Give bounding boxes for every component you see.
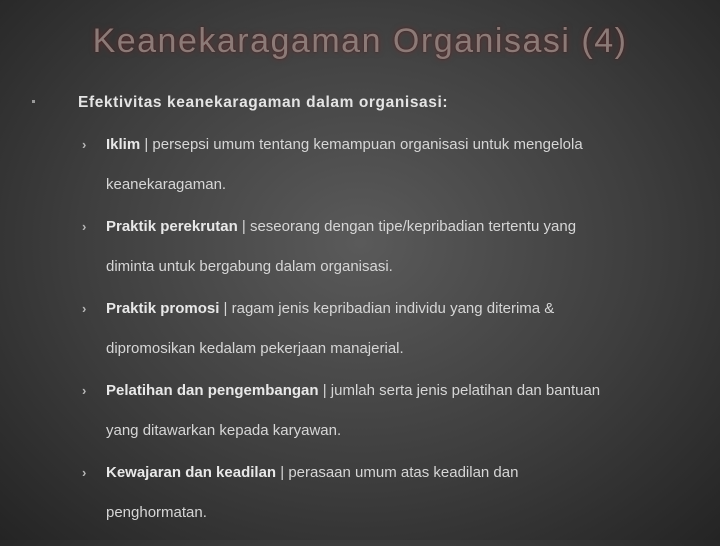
- item-term: Praktik perekrutan: [106, 218, 238, 235]
- chevron-right-icon: ›: [82, 383, 87, 398]
- item-sep: |: [276, 464, 289, 481]
- item-sep: |: [219, 300, 232, 317]
- item-line1: [106, 136, 583, 153]
- item-line2: yang ditawarkan kepada karyawan.: [106, 422, 342, 439]
- item-line2: keanekaragaman.: [106, 176, 227, 193]
- item-line1: [106, 218, 576, 235]
- item-desc: jumlah serta jenis pelatihan dan bantuan: [330, 382, 601, 399]
- item-sep: |: [318, 382, 331, 399]
- chevron-right-icon: ›: [82, 301, 87, 316]
- item-desc: ragam jenis kepribadian individu yang diterima &: [231, 300, 555, 317]
- list-item: [82, 300, 702, 382]
- chevron-right-icon: ›: [82, 465, 87, 480]
- list-item: [82, 464, 702, 546]
- list-item: [82, 136, 702, 218]
- slide-title: Keanekaragaman Organisasi (4): [92, 22, 628, 60]
- chevron-right-icon: ›: [82, 219, 87, 234]
- list-item: [82, 218, 702, 300]
- item-line2: diminta untuk bergabung dalam organisasi.: [106, 258, 393, 275]
- list-item: [82, 382, 702, 464]
- item-desc: seseorang dengan tipe/kepribadian tertentu yang: [249, 218, 577, 235]
- item-desc: perasaan umum atas keadilan dan: [288, 464, 519, 481]
- item-desc: persepsi umum tentang kemampuan organisasi untuk mengelola: [152, 136, 583, 153]
- item-line1: [106, 464, 518, 481]
- item-line1: [106, 382, 600, 399]
- heading-text: Efektivitas keanekaragaman dalam organisasi:: [78, 94, 449, 111]
- square-bullet-icon: [32, 100, 35, 103]
- item-sep: |: [140, 136, 153, 153]
- item-line2: dipromosikan kedalam pekerjaan manajerial.: [106, 340, 404, 357]
- item-sep: |: [237, 218, 250, 235]
- item-term: Praktik promosi: [106, 300, 220, 317]
- item-term: Kewajaran dan keadilan: [106, 464, 277, 481]
- chevron-right-icon: ›: [82, 137, 87, 152]
- item-line1: [106, 300, 554, 317]
- item-term: Iklim: [106, 136, 141, 153]
- heading: [46, 94, 448, 112]
- item-term: Pelatihan dan pengembangan: [106, 382, 319, 399]
- item-line2: penghormatan.: [106, 504, 207, 521]
- bullet-list: [82, 136, 702, 546]
